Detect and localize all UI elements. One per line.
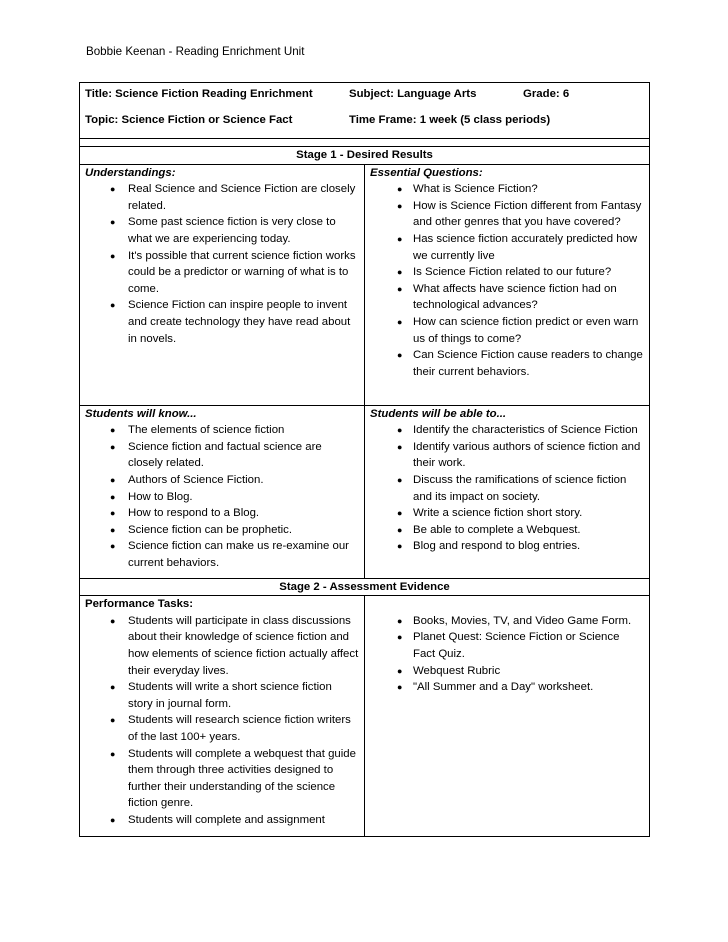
list-item: ● Write a science fiction short story.: [370, 505, 644, 522]
unit-grade: Grade: 6: [523, 88, 570, 100]
title-row: [80, 83, 650, 139]
list-item: ● How to Blog.: [85, 489, 359, 506]
list-item: ● Webquest Rubric: [370, 663, 644, 680]
students-will-know-heading: Students will know...: [85, 407, 197, 420]
students-able-list: [370, 422, 644, 555]
stage1-title: Stage 1 - Desired Results: [80, 147, 650, 165]
list-item: ● Some past science fiction is very close to what we are experiencing today.: [85, 214, 359, 247]
stage1-understandings-row: [80, 164, 650, 405]
other-evidence-list: [370, 613, 644, 696]
unit-title: Title: Science Fiction Reading Enrichment: [85, 88, 313, 100]
page-header: Bobbie Keenan - Reading Enrichment Unit: [86, 45, 305, 58]
stage2-title: Stage 2 - Assessment Evidence: [80, 578, 650, 596]
list-item: ● Has science fiction accurately predicted how we currently live: [370, 231, 644, 264]
list-item: ● Real Science and Science Fiction are closely related.: [85, 181, 359, 214]
list-item: ● Students will complete a webquest that guide them through three activities designed to further their understanding of the science fiction genre.: [85, 746, 359, 812]
list-item: ● It's possible that current science fiction works could be a predictor or warning of what is to come.: [85, 248, 359, 298]
list-item: ● Identify the characteristics of Science Fiction: [370, 422, 644, 439]
list-item: ● Science fiction can make us re-examine our current behaviors.: [85, 538, 359, 571]
unit-subject: Subject: Language Arts: [349, 88, 477, 100]
unit-time-frame: Time Frame: 1 week (5 class periods): [349, 114, 551, 126]
list-item: ● What is Science Fiction?: [370, 181, 644, 198]
understandings-heading: Understandings:: [85, 166, 176, 179]
list-item: ● How can science fiction predict or even warn us of things to come?: [370, 314, 644, 347]
stage2-title-row: [80, 578, 650, 596]
stage2-evidence-row: [80, 596, 650, 837]
unit-plan-table-wrapper: [79, 82, 649, 837]
essential-questions-list: [370, 181, 644, 380]
performance-tasks-heading: Performance Tasks:: [85, 598, 194, 611]
list-item: ● Students will participate in class discussions about their knowledge of science fiction and how elements of science fiction actually affect their everyday lives.: [85, 613, 359, 679]
list-item: ● How to respond to a Blog.: [85, 505, 359, 522]
list-item: ● "All Summer and a Day" worksheet.: [370, 679, 644, 696]
stage1-knowledge-row: [80, 405, 650, 578]
performance-tasks-list: [85, 613, 359, 829]
list-item: ● Authors of Science Fiction.: [85, 472, 359, 489]
list-item: ● Is Science Fiction related to our future?: [370, 264, 644, 281]
stage1-title-row: [80, 147, 650, 165]
list-item: ● How is Science Fiction different from Fantasy and other genres that you have covered?: [370, 198, 644, 231]
students-able-heading: Students will be able to...: [370, 407, 507, 420]
list-item: ● Books, Movies, TV, and Video Game Form.: [370, 613, 644, 630]
list-item: ● Blog and respond to blog entries.: [370, 538, 644, 555]
list-item: ● Discuss the ramifications of science fiction and its impact on society.: [370, 472, 644, 505]
list-item: ● Can Science Fiction cause readers to change their current behaviors.: [370, 347, 644, 380]
list-item: ● The elements of science fiction: [85, 422, 359, 439]
list-item: ● Planet Quest: Science Fiction or Science Fact Quiz.: [370, 629, 644, 662]
unit-plan-table: [79, 82, 650, 837]
list-item: ● What affects have science fiction had on technological advances?: [370, 281, 644, 314]
unit-topic: Topic: Science Fiction or Science Fact: [85, 114, 293, 126]
list-item: ● Science fiction and factual science are closely related.: [85, 439, 359, 472]
list-item: ● Identify various authors of science fiction and their work.: [370, 439, 644, 472]
list-item: ● Be able to complete a Webquest.: [370, 522, 644, 539]
list-item: ● Students will write a short science fiction story in journal form.: [85, 679, 359, 712]
students-will-know-list: [85, 422, 359, 571]
spacer-row: [80, 139, 650, 147]
understandings-list: [85, 181, 359, 347]
list-item: ● Science fiction can be prophetic.: [85, 522, 359, 539]
list-item: ● Students will complete and assignment: [85, 812, 359, 829]
list-item: ● Science Fiction can inspire people to invent and create technology they have read about in novels.: [85, 297, 359, 347]
list-item: ● Students will research science fiction writers of the last 100+ years.: [85, 712, 359, 745]
essential-questions-heading: Essential Questions:: [370, 166, 483, 179]
